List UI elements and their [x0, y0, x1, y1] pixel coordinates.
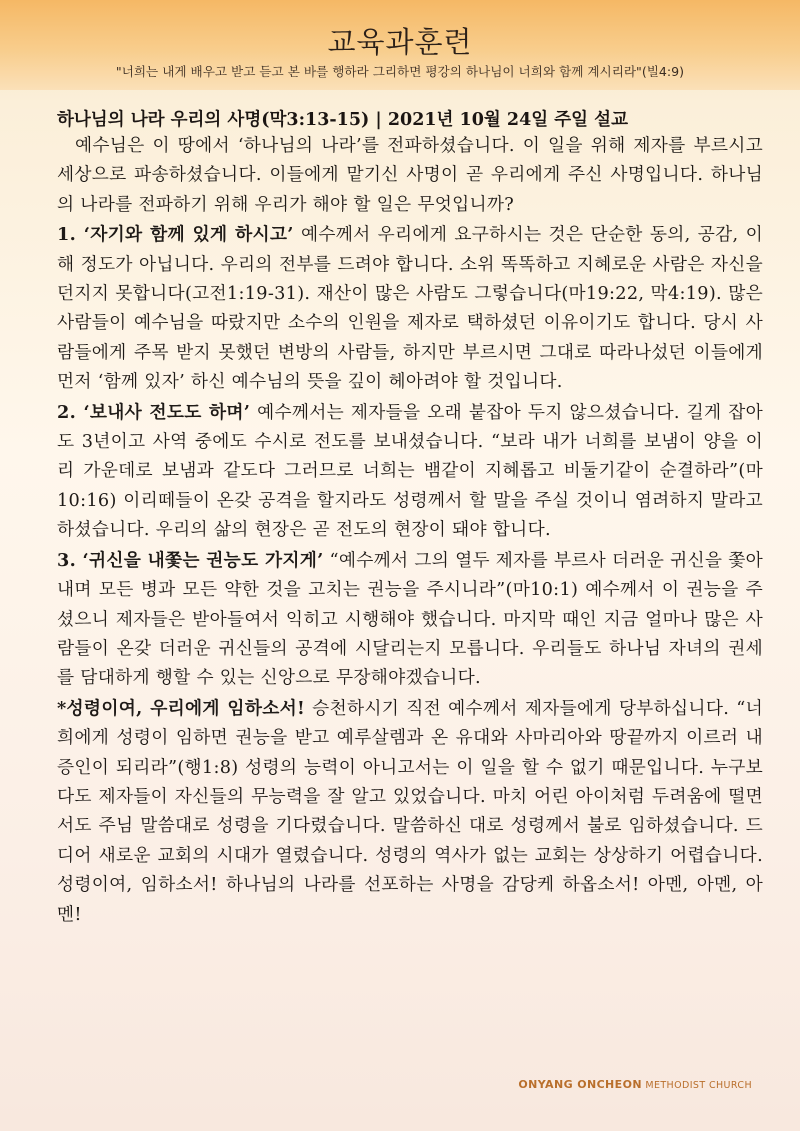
sermon-point-1	[57, 220, 763, 397]
sermon-point-3	[57, 546, 763, 694]
sermon-point-text: 예수께서는 제자들을 오래 붙잡아 두지 않으셨습니다. 길게 잡아도 3년이고 사역 중에도 수시로 전도를 보내셨습니다. “보라 내가 너희를 보냄이 양을 이리 가운데로 보냄과 같도다 그러므로 너희는 뱀같이 지혜롭고 비둘기같이 순결하라”(마10:16) 이리떼들이 온갖 공격을 할지라도 성령께서 할 말을 주실 것이니 염려하지 말라고 하셨습니다. 우리의 삶의 현장은 곧 전도의 현장이 돼야 합니다.	[57, 402, 763, 541]
church-type: METHODIST CHURCH	[645, 1080, 752, 1091]
sermon-point-2	[57, 398, 763, 546]
sermon-point-heading: 1. ‘자기와 함께 있게 하시고’	[57, 224, 294, 246]
sermon-body	[57, 132, 763, 930]
sermon-title: 하나님의 나라 우리의 사명(막3:13-15) | 2021년 10월 24일 주일 설교	[57, 110, 628, 130]
sermon-point-text: 승천하시기 직전 예수께서 제자들에게 당부하십니다. “너희에게 성령이 임하면 권능을 받고 예루살렘과 온 유대와 사마리아와 땅끝까지 이르러 내 증인이 되리라”(행1:8) 성령의 능력이 아니고서는 이 일을 할 수 없기 때문입니다. 누구보다도 제자들이 자신들의 무능력을 잘 알고 있었습니다. 마치 어린 아이처럼 두려움에 떨면서도 주님 말씀대로 성령을 기다렸습니다. 말씀하신 대로 성령께서 불로 임하셨습니다. 드디어 새로운 교회의 시대가 열렸습니다. 성령의 역사가 없는 교회는 상상하기 어렵습니다. 성령이여, 임하소서! 하나님의 나라를 선포하는 사명을 감당케 하옵소서! 아멘, 아멘, 아멘!	[57, 698, 763, 925]
church-name: ONYANG ONCHEON	[518, 1078, 642, 1091]
sermon-intro: 예수님은 이 땅에서 ‘하나님의 나라’를 전파하셨습니다. 이 일을 위해 제자를 부르시고 세상으로 파송하셨습니다. 이들에게 맡기신 사명이 곧 우리에게 주신 사명입니다. 하나님의 나라를 전파하기 위해 우리가 해야 할 일은 무엇입니까?	[57, 136, 763, 215]
sermon-point-heading: 3. ‘귀신을 내쫓는 권능도 가지게’	[57, 549, 324, 571]
sermon-point-heading: *성령이여, 우리에게 임하소서!	[57, 697, 306, 719]
page-title: 교육과훈련	[327, 25, 473, 59]
church-footer	[518, 1078, 752, 1091]
sermon-point-text: 예수께서 우리에게 요구하시는 것은 단순한 동의, 공감, 이해 정도가 아닙니다. 우리의 전부를 드려야 합니다. 소위 똑똑하고 지혜로운 사람은 자신을 던지지 못합니다(고전1:19-31). 재산이 많은 사람도 그렇습니다(마19:22, 막4:19). 많은 사람들이 예수님을 따랐지만 소수의 인원을 제자로 택하셨던 이유이기도 합니다. 당시 사람들에게 주목 받지 못했던 변방의 사람들, 하지만 부르시면 그대로 따라나섰던 이들에게 먼저 ‘함께 있자’ 하신 예수님의 뜻을 깊이 헤아려야 할 것입니다.	[57, 225, 763, 393]
sermon-point-text: “예수께서 그의 열두 제자를 부르사 더러운 귀신을 쫓아내며 모든 병과 모든 약한 것을 고치는 권능을 주시니라”(마10:1) 예수께서 이 권능을 주셨으니 제자들은 받아들여서 익히고 시행해야 했습니다. 마지막 때인 지금 얼마나 많은 사람들이 온갖 더러운 귀신들의 공격에 시달리는지 모릅니다. 우리들도 하나님 자녀의 권세를 담대하게 행할 수 있는 신앙으로 무장해야겠습니다.	[57, 550, 763, 689]
header-banner	[0, 0, 800, 90]
header-verse: "너희는 내게 배우고 받고 듣고 본 바를 행하라 그리하면 평강의 하나님이 너희와 함께 계시리라"(빌4:9)	[115, 64, 685, 79]
sermon-prayer	[57, 694, 763, 930]
sermon-point-heading: 2. ‘보내사 전도도 하며’	[57, 401, 251, 423]
